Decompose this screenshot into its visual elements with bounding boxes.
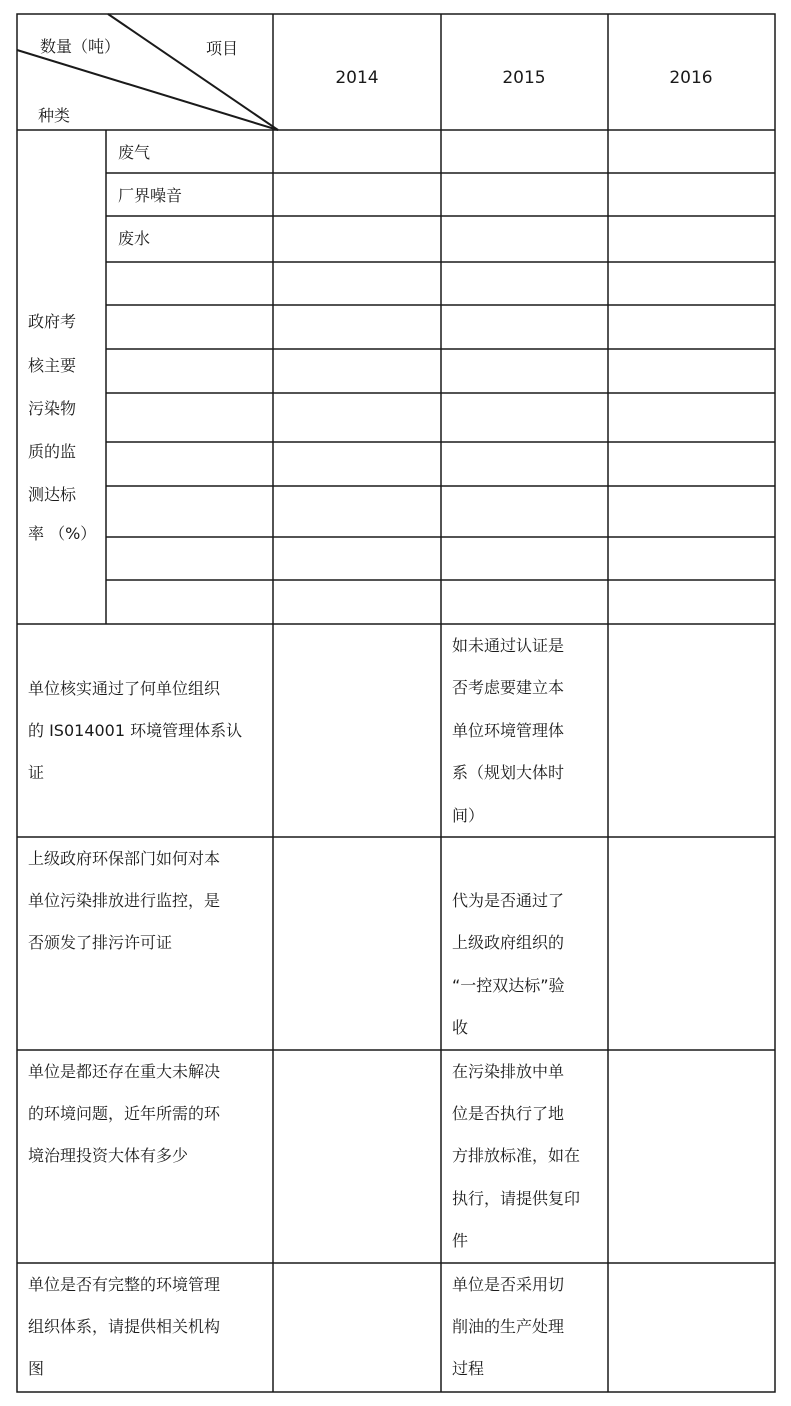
- question-3-line: 单位是都还存在重大未解决: [28, 1062, 221, 1081]
- row-label-boundary-noise: 厂界噪音: [118, 186, 183, 205]
- question-3-line: 境治理投资大体有多少: [28, 1146, 189, 1165]
- question-3-line: 的环境问题，近年所需的环: [28, 1104, 221, 1123]
- year-2015-header: 2015: [502, 68, 546, 88]
- question-4-right-line: 单位是否采用切: [452, 1275, 565, 1294]
- row-label-exhaust-gas: 废气: [118, 143, 151, 162]
- group-label-line: 政府考: [28, 312, 77, 331]
- question-1-right-line: 单位环境管理体: [452, 721, 565, 740]
- question-1-right-line: 间）: [452, 806, 485, 825]
- question-1-line: 证: [28, 763, 45, 782]
- question-2-right-line: 上级政府组织的: [452, 933, 565, 952]
- question-1-right-line: 如未通过认证是: [452, 636, 565, 655]
- quantity-label: 数量（吨）: [40, 37, 121, 56]
- question-3-right-line: 在污染排放中单: [452, 1062, 565, 1081]
- question-4-right-line: 削油的生产处理: [452, 1317, 565, 1336]
- group-label-line: 污染物: [28, 399, 77, 418]
- row-label-wastewater: 废水: [118, 229, 151, 248]
- question-3-right-line: 位是否执行了地: [452, 1104, 565, 1123]
- question-2-right-line: 收: [452, 1018, 469, 1037]
- question-1-line: 的 IS014001 环境管理体系认: [28, 721, 243, 740]
- question-2-right-line: 代为是否通过了: [452, 891, 565, 910]
- group-label-line: 质的监: [28, 442, 77, 461]
- year-2016-header: 2016: [669, 68, 713, 88]
- question-3-right-line: 方排放标准，如在: [452, 1146, 581, 1165]
- question-4-line: 组织体系，请提供相关机构: [28, 1317, 221, 1336]
- question-3-right-line: 执行，请提供复印: [452, 1189, 581, 1208]
- question-1-right-line: 系（规划大体时: [452, 763, 565, 782]
- question-2-line: 单位污染排放进行监控，是: [28, 891, 221, 910]
- category-label: 种类: [38, 106, 71, 125]
- year-2014-header: 2014: [335, 68, 379, 88]
- question-4-right-line: 过程: [452, 1359, 485, 1378]
- question-3-right-line: 件: [452, 1231, 469, 1250]
- group-label-line: 核主要: [28, 356, 77, 375]
- question-1-line: 单位核实通过了何单位组织: [28, 679, 221, 698]
- item-label: 项目: [206, 39, 239, 58]
- question-2-right-line: “一控双达标”验: [452, 976, 565, 995]
- question-4-line: 单位是否有完整的环境管理: [28, 1275, 221, 1294]
- question-1-right-line: 否考虑要建立本: [452, 678, 565, 697]
- question-2-line: 上级政府环保部门如何对本: [28, 849, 221, 868]
- group-label-line: 率 （%）: [28, 524, 97, 543]
- group-label-line: 测达标: [28, 485, 77, 504]
- question-4-line: 图: [28, 1359, 45, 1378]
- question-2-line: 否颁发了排污许可证: [28, 933, 173, 952]
